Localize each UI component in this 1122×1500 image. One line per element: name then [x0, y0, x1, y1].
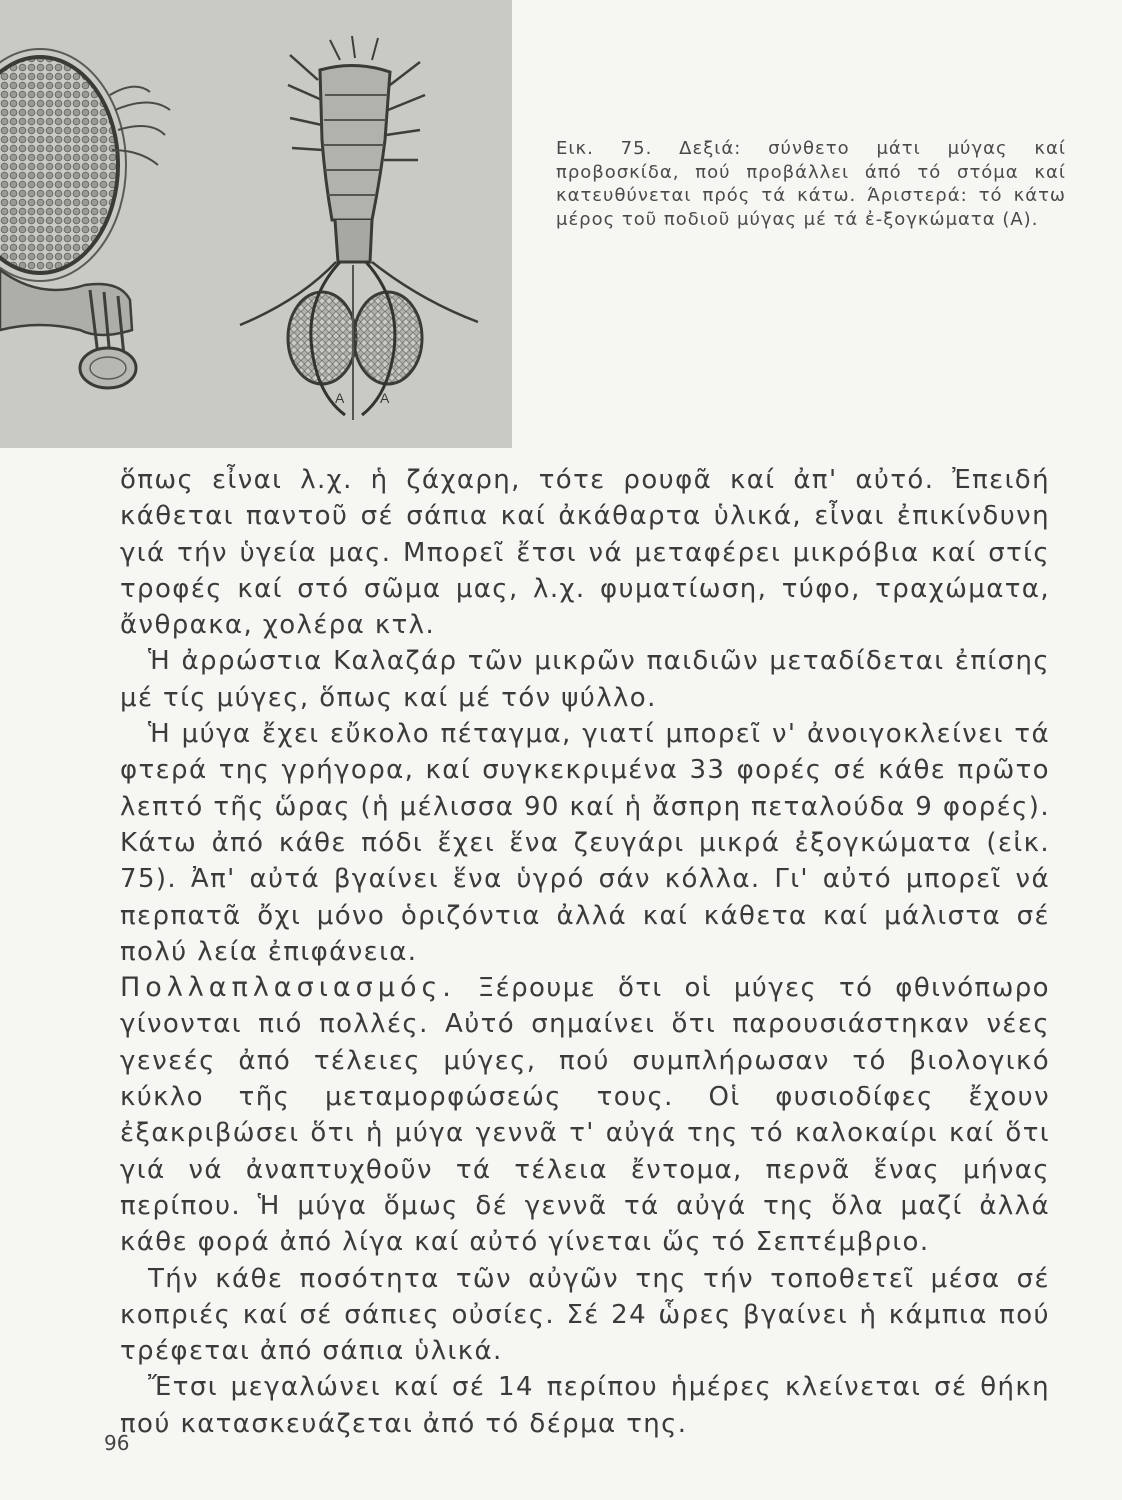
figure-label-a-left: A — [335, 390, 345, 406]
paragraph-6: Ἔτσι μεγαλώνει καί σέ 14 περίπου ἡμέρες κλείνεται σέ θήκη πού κατασκευάζεται ἀπό τό δέρμα της. — [120, 1372, 1050, 1439]
compound-eye-drawing — [0, 49, 170, 388]
figure-caption: Εικ. 75. Δεξιά: σύνθετο μάτι μύγας καί προβοσκίδα, πού προβάλλει άπό τό στόμα καί κατευθύνεται πρός τά κάτω. Άριστερά: τό κάτω μέρος τοῦ ποδιοῦ μύγας μέ τά ἐ-ξογκώματα (Α). — [556, 138, 1066, 230]
figure-illustration — [0, 0, 512, 448]
paragraph-4-text: Ξέρουμε ὅτι οἱ μύγες τό φθινόπωρο γίνονται πιό πολλές. Αὐτό σημαίνει ὅτι παρουσιάστηκαν νέες γενεές ἀπό τέλειες μύγες, πού συμπλήρωσαν τό βιολογικό κύκλο τῆς μεταμορφώσεώς τους. Οἱ φυσιοδίφες ἔχουν ἐξακριβώσει ὅτι ἡ μύγα γεννᾶ τ' αὐγά της τό καλοκαίρι καί ὅτι γιά νά ἀναπτυχθοῦν τά τέλεια ἔντομα, περνᾶ ἕνας μήνας περίπου. Ἡ μύγα ὅμως δέ γεννᾶ τά αὐγά της ὅλα μαζί ἀλλά κάθε φορά ἀπό λίγα καί αὐτό γίνεται ὥς τό Σεπτέμβριο. — [120, 973, 1050, 1258]
page-number: 96 — [104, 1431, 130, 1455]
body-text — [120, 462, 1050, 1442]
figure-label-a-right: A — [380, 390, 390, 406]
paragraph-5: Τήν κάθε ποσότητα τῶν αὐγῶν της τήν τοποθετεῖ μέσα σέ κοπριές καί σέ σάπιες οὐσίες. Σέ 24 ὧρες βγαίνει ἡ κάμπια πού τρέφεται ἀπό σάπια ὑλικά. — [120, 1263, 1050, 1367]
fly-leg-drawing — [240, 36, 478, 420]
paragraph-1: ὅπως εἶναι λ.χ. ἡ ζάχαρη, τότε ρουφᾶ καί ἀπ' αὐτό. Ἐπειδή κάθεται παντοῦ σέ σάπια καί ἀκάθαρτα ὑλικά, εἶναι ἐπικίνδυνη γιά τήν ὑγεία μας. Μπορεῖ ἔτσι νά μεταφέρει μικρόβια καί στίς τροφές καί στό σῶμα μας, λ.χ. φυματίωση, τύφο, τραχώματα, ἄνθρακα, χολέρα κτλ. — [120, 465, 1050, 641]
fly-anatomy-drawing — [0, 0, 512, 448]
paragraph-2: Ἡ ἀρρώστια Καλαζάρ τῶν μικρῶν παιδιῶν μεταδίδεται ἐπίσης μέ τίς μύγες, ὅπως καί μέ τόν ψύλλο. — [120, 646, 1050, 713]
paragraph-4 — [120, 970, 1050, 1260]
paragraph-3: Ἡ μύγα ἔχει εὔκολο πέταγμα, γιατί μπορεῖ ν' ἀνοιγοκλείνει τά φτερά της γρήγορα, καί συγκεκριμένα 33 φορές σέ κάθε πρῶτο λεπτό τῆς ὥρας (ἡ μέλισσα 90 καί ἡ ἄσπρη πεταλούδα 9 φορές). Κάτω ἀπό κάθε πόδι ἔχει ἕνα ζευγάρι μικρά ἐξογκώματα (εἰκ. 75). Ἀπ' αὐτά βγαίνει ἕνα ὑγρό σάν κόλλα. Γι' αὐτό μπορεῖ νά περπατᾶ ὄχι μόνο ὁριζόντια ἀλλά καί κάθετα καί μάλιστα σέ πολύ λεία ἐπιφάνεια. — [120, 719, 1050, 967]
section-heading: Πολλαπλασιασμός. — [120, 972, 456, 1004]
